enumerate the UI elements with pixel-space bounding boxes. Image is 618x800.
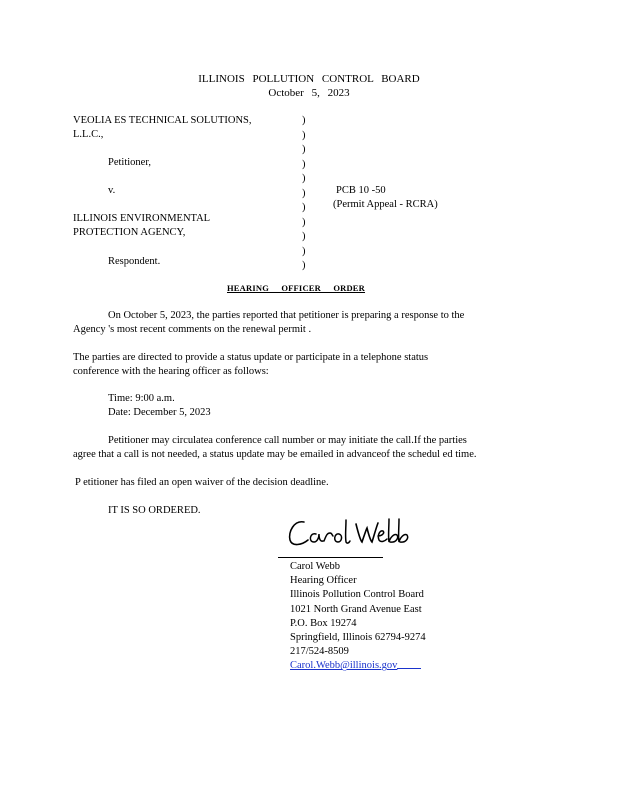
email-underline-tail xyxy=(397,668,421,669)
hearing-date: Date: December 5, 2023 xyxy=(108,407,211,418)
officer-city: Springfield, Illinois 62794-9274 xyxy=(290,632,426,644)
paren: ) xyxy=(302,216,306,228)
paragraph-2-line-2: conference with the hearing officer as follows: xyxy=(73,366,269,377)
petitioner-role: Petitioner, xyxy=(108,157,152,168)
petitioner-name-line1: VEOLIA ES TECHNICAL SOLUTIONS, xyxy=(73,115,252,126)
paren: ) xyxy=(302,187,306,199)
paren: ) xyxy=(302,231,306,242)
handwritten-signature xyxy=(286,514,414,554)
paren: ) xyxy=(302,144,306,155)
signature-line xyxy=(278,557,383,558)
respondent-name-line2: PROTECTION AGENCY, xyxy=(73,227,186,238)
respondent-name-line1: ILLINOIS ENVIRONMENTAL xyxy=(73,213,211,224)
petitioner-name-line2: L.L.C., xyxy=(73,129,104,140)
board-name: ILLINOIS POLLUTION CONTROL BOARD xyxy=(198,73,420,85)
paren: ) xyxy=(302,173,306,184)
paren: ) xyxy=(302,245,306,257)
paragraph-3-line-2: agree that a call is not needed, a status update may be emailed in advanceof the schedul ed time. xyxy=(73,449,477,460)
paragraph-4: P etitioner has filed an open waiver of the decision deadline. xyxy=(75,477,329,488)
case-number: PCB 10 -50 xyxy=(336,185,386,196)
officer-email-link[interactable]: Carol.Webb@illinois.gov xyxy=(290,660,398,672)
officer-phone: 217/524-8509 xyxy=(290,646,349,658)
officer-name: Carol Webb xyxy=(290,561,340,572)
paren: ) xyxy=(302,115,306,126)
paren: ) xyxy=(302,202,306,213)
paren: ) xyxy=(302,129,306,141)
paragraph-3-line-1: Petitioner may circulatea conference call number or may initiate the call.If the parties xyxy=(108,435,467,446)
respondent-role: Respondent. xyxy=(108,256,161,267)
order-date: October 5, 2023 xyxy=(268,87,350,99)
officer-address-1: 1021 North Grand Avenue East xyxy=(290,603,422,615)
paragraph-1-line-1: On October 5, 2023, the parties reported that petitioner is preparing a response to the xyxy=(108,310,465,321)
case-type: (Permit Appeal - RCRA) xyxy=(333,199,438,210)
so-ordered: IT IS SO ORDERED. xyxy=(108,505,201,516)
paragraph-1-line-2: Agency 's most recent comments on the renewal permit . xyxy=(73,324,312,335)
officer-org: Illinois Pollution Control Board xyxy=(290,589,424,601)
order-title: HEARING OFFICER ORDER xyxy=(227,283,366,293)
caption-parentheses xyxy=(302,114,306,274)
hearing-time: Time: 9:00 a.m. xyxy=(108,393,175,404)
versus-label: v. xyxy=(108,185,116,196)
paren: ) xyxy=(302,158,306,170)
officer-title: Hearing Officer xyxy=(290,575,357,587)
officer-address-2: P.O. Box 19274 xyxy=(290,617,357,629)
signature-block xyxy=(290,560,426,674)
paren: ) xyxy=(302,260,306,271)
paragraph-2-line-1: The parties are directed to provide a status update or participate in a telephone status xyxy=(73,352,429,363)
